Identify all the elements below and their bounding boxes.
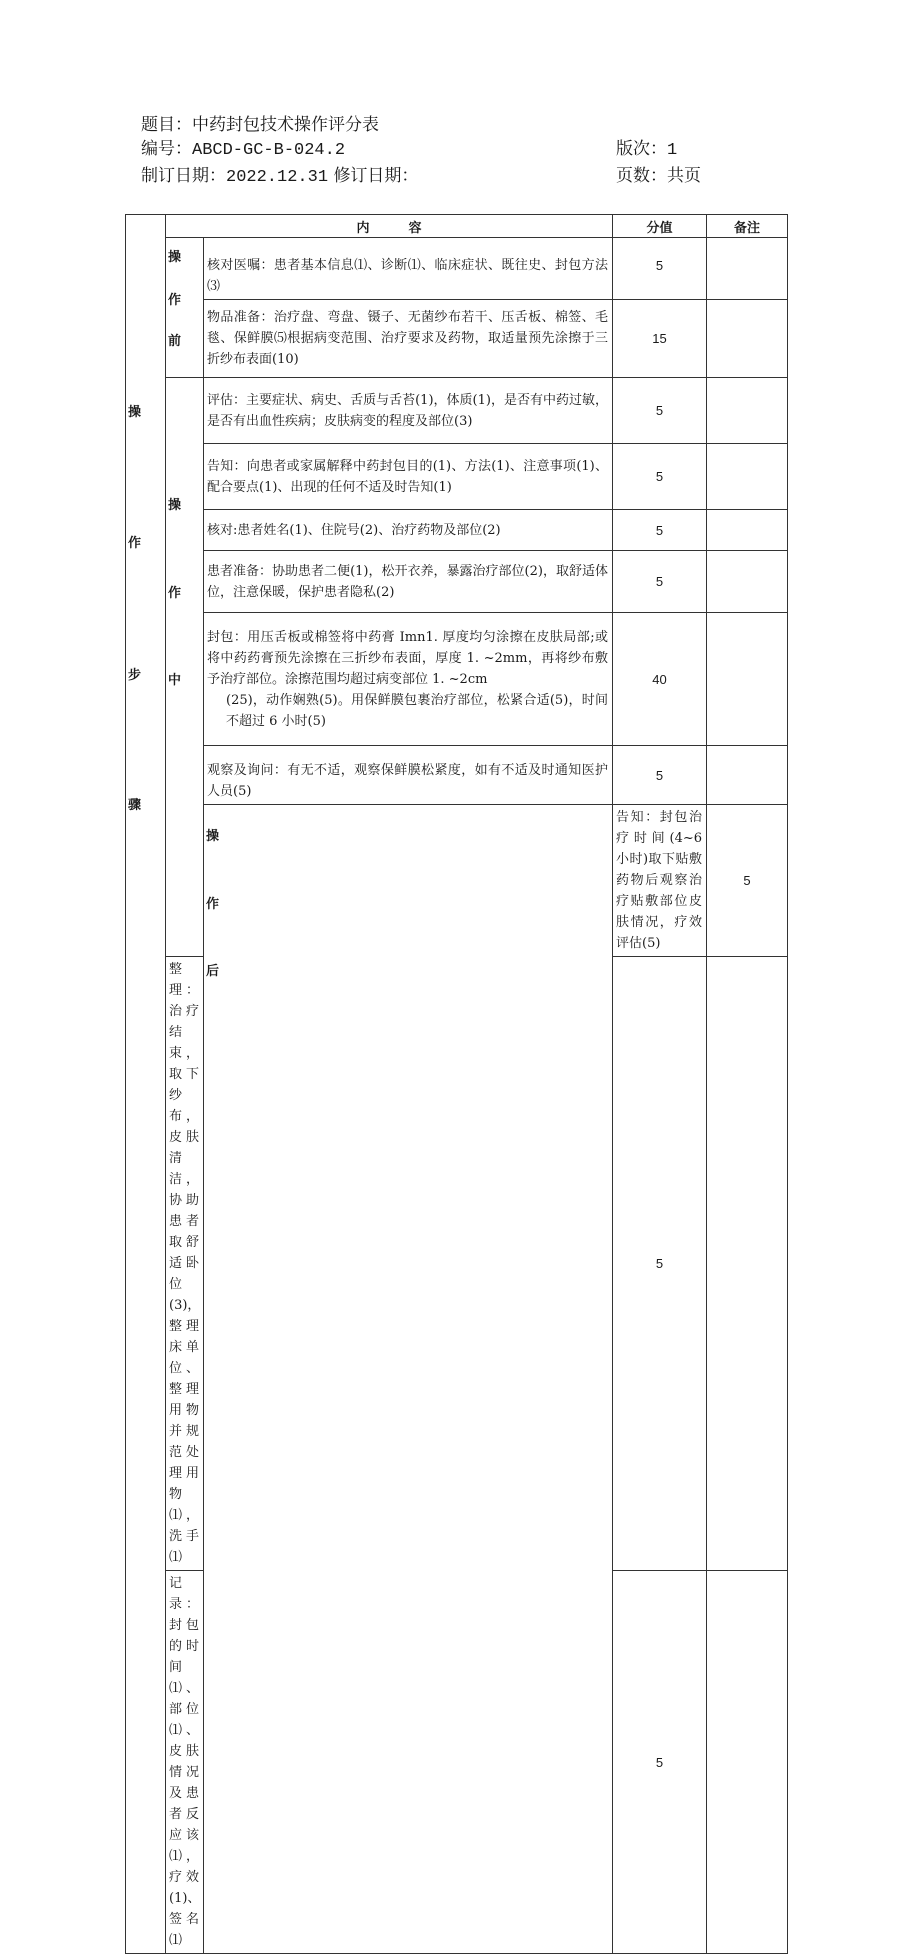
row-content-part: (25)，动作娴熟(5)。用保鲜膜包裹治疗部位，松紧合适(5)，时间不超过 6 小时(5) bbox=[226, 692, 609, 729]
row-content-part: 封包：用压舌板或棉签将中药膏 Imn1. 厚度均匀涂擦在皮肤局部;或将中药药膏预先涂擦在三折纱布表面，厚度 1. ~2mm，再将纱布敷予治疗部位。涂擦范围均超过病变部位 1. ~2cm bbox=[207, 629, 609, 687]
row-remark bbox=[707, 510, 788, 551]
row-score: 5 bbox=[613, 957, 707, 1571]
table-row bbox=[126, 613, 788, 746]
row-remark bbox=[707, 613, 788, 746]
after-stage-label bbox=[204, 805, 613, 1954]
remark-column-header: 备注 bbox=[707, 215, 788, 238]
content-column-header: 内 容 bbox=[166, 215, 613, 238]
stage-label-char: 后 bbox=[206, 964, 220, 979]
row-content: 患者准备：协助患者二便(1)，松开衣养，暴露治疗部位(2)，取舒适体位，注意保暖，保护患者隐私(2) bbox=[204, 551, 613, 613]
title-label: 题目： bbox=[141, 115, 192, 135]
table-header-row bbox=[126, 215, 788, 238]
row-score: 5 bbox=[613, 746, 707, 805]
stage-label-char: 操 bbox=[168, 498, 182, 513]
made-date-value: 2022.12.31 bbox=[226, 168, 329, 187]
table-row bbox=[126, 238, 788, 300]
stage-label-char: 操 bbox=[168, 250, 182, 265]
during-stage-label bbox=[166, 378, 204, 957]
row-score: 5 bbox=[613, 510, 707, 551]
table-row bbox=[126, 805, 788, 957]
stage-label-char: 作 bbox=[206, 897, 220, 912]
page-title: 中药封包技术操作评分表 bbox=[192, 115, 379, 135]
title-line bbox=[141, 115, 379, 135]
before-stage-label bbox=[166, 238, 204, 378]
code-label: 编号： bbox=[141, 139, 192, 159]
row-score: 5 bbox=[707, 805, 788, 957]
made-date-label: 制订日期： bbox=[141, 166, 226, 186]
table-row bbox=[126, 444, 788, 510]
outer-label-char: 骤 bbox=[128, 798, 142, 813]
pages-line bbox=[616, 166, 701, 186]
row-content: 评估：主要症状、病史、舌质与舌苔(1)，体质(1)，是否有中药过敏，是否有出血性疾病；皮肤病变的程度及部位(3) bbox=[204, 378, 613, 444]
row-content: 告知：封包治疗时间(4~6 小时)取下贴敷药物后观察治疗贴敷部位皮肤情况，疗效评估(5) bbox=[613, 805, 707, 957]
stage-label-char: 中 bbox=[168, 673, 182, 688]
stage-label-char: 作 bbox=[168, 293, 182, 308]
table-row bbox=[126, 510, 788, 551]
row-remark bbox=[707, 957, 788, 1571]
row-content: 告知：向患者或家属解释中药封包目的(1)、方法(1)、注意事项(1)、配合要点(1)、出现的任何不适及时告知(1) bbox=[204, 444, 613, 510]
row-score: 15 bbox=[613, 300, 707, 378]
scoring-table bbox=[125, 214, 788, 1954]
version-line bbox=[616, 139, 677, 161]
row-content: 核对:患者姓名(1)、住院号(2)、治疗药物及部位(2) bbox=[204, 510, 613, 551]
row-content: 整理：治疗结束，取下纱布，皮肤清洁，协助患者取舒适卧位(3)，整理床单位、整理用物并规范处理用物⑴，洗手⑴ bbox=[166, 957, 204, 1571]
stage-label-char: 前 bbox=[168, 334, 182, 349]
code-value: ABCD-GC-B-024.2 bbox=[192, 141, 346, 160]
outer-label-char: 步 bbox=[128, 668, 142, 683]
revise-date-label: 修订日期： bbox=[333, 166, 419, 186]
row-score: 5 bbox=[613, 378, 707, 444]
code-line bbox=[141, 139, 345, 161]
row-content: 物品准备：治疗盘、弯盘、镊子、无菌纱布若干、压舌板、棉签、毛毯、保鲜膜⑸根据病变范围、治疗要求及药物，取适量预先涂擦于三折纱布表面(10) bbox=[204, 300, 613, 378]
row-score: 5 bbox=[613, 444, 707, 510]
row-remark bbox=[707, 444, 788, 510]
version-value: 1 bbox=[667, 141, 678, 160]
row-content bbox=[204, 613, 613, 746]
table-row bbox=[126, 746, 788, 805]
date-line bbox=[141, 166, 418, 188]
row-remark bbox=[707, 378, 788, 444]
row-remark bbox=[707, 238, 788, 300]
stage-label-char: 操 bbox=[206, 829, 220, 844]
row-score: 5 bbox=[613, 551, 707, 613]
table-row bbox=[126, 378, 788, 444]
row-score: 5 bbox=[613, 1571, 707, 1954]
row-remark bbox=[707, 1571, 788, 1954]
outer-label-char: 作 bbox=[128, 536, 142, 551]
row-remark bbox=[707, 746, 788, 805]
pages-label: 页数： bbox=[616, 166, 667, 186]
outer-label-char: 操 bbox=[128, 405, 142, 420]
table-row bbox=[126, 300, 788, 378]
table-row bbox=[126, 551, 788, 613]
outer-step-label bbox=[126, 215, 166, 1954]
pages-value: 共页 bbox=[667, 166, 701, 186]
row-content: 核对医嘱：患者基本信息⑴、诊断⑴、临床症状、既往史、封包方法⑶ bbox=[204, 238, 613, 300]
row-remark bbox=[707, 300, 788, 378]
row-score: 40 bbox=[613, 613, 707, 746]
version-label: 版次： bbox=[616, 139, 667, 159]
score-column-header: 分值 bbox=[613, 215, 707, 238]
row-content: 记录：封包的时间⑴、部位⑴、皮肤情况及患者反应该⑴，疗效(1)、签名⑴ bbox=[166, 1571, 204, 1954]
row-remark bbox=[707, 551, 788, 613]
row-score: 5 bbox=[613, 238, 707, 300]
stage-label-char: 作 bbox=[168, 586, 182, 601]
row-content: 观察及询问：有无不适，观察保鲜膜松紧度，如有不适及时通知医护人员(5) bbox=[204, 746, 613, 805]
